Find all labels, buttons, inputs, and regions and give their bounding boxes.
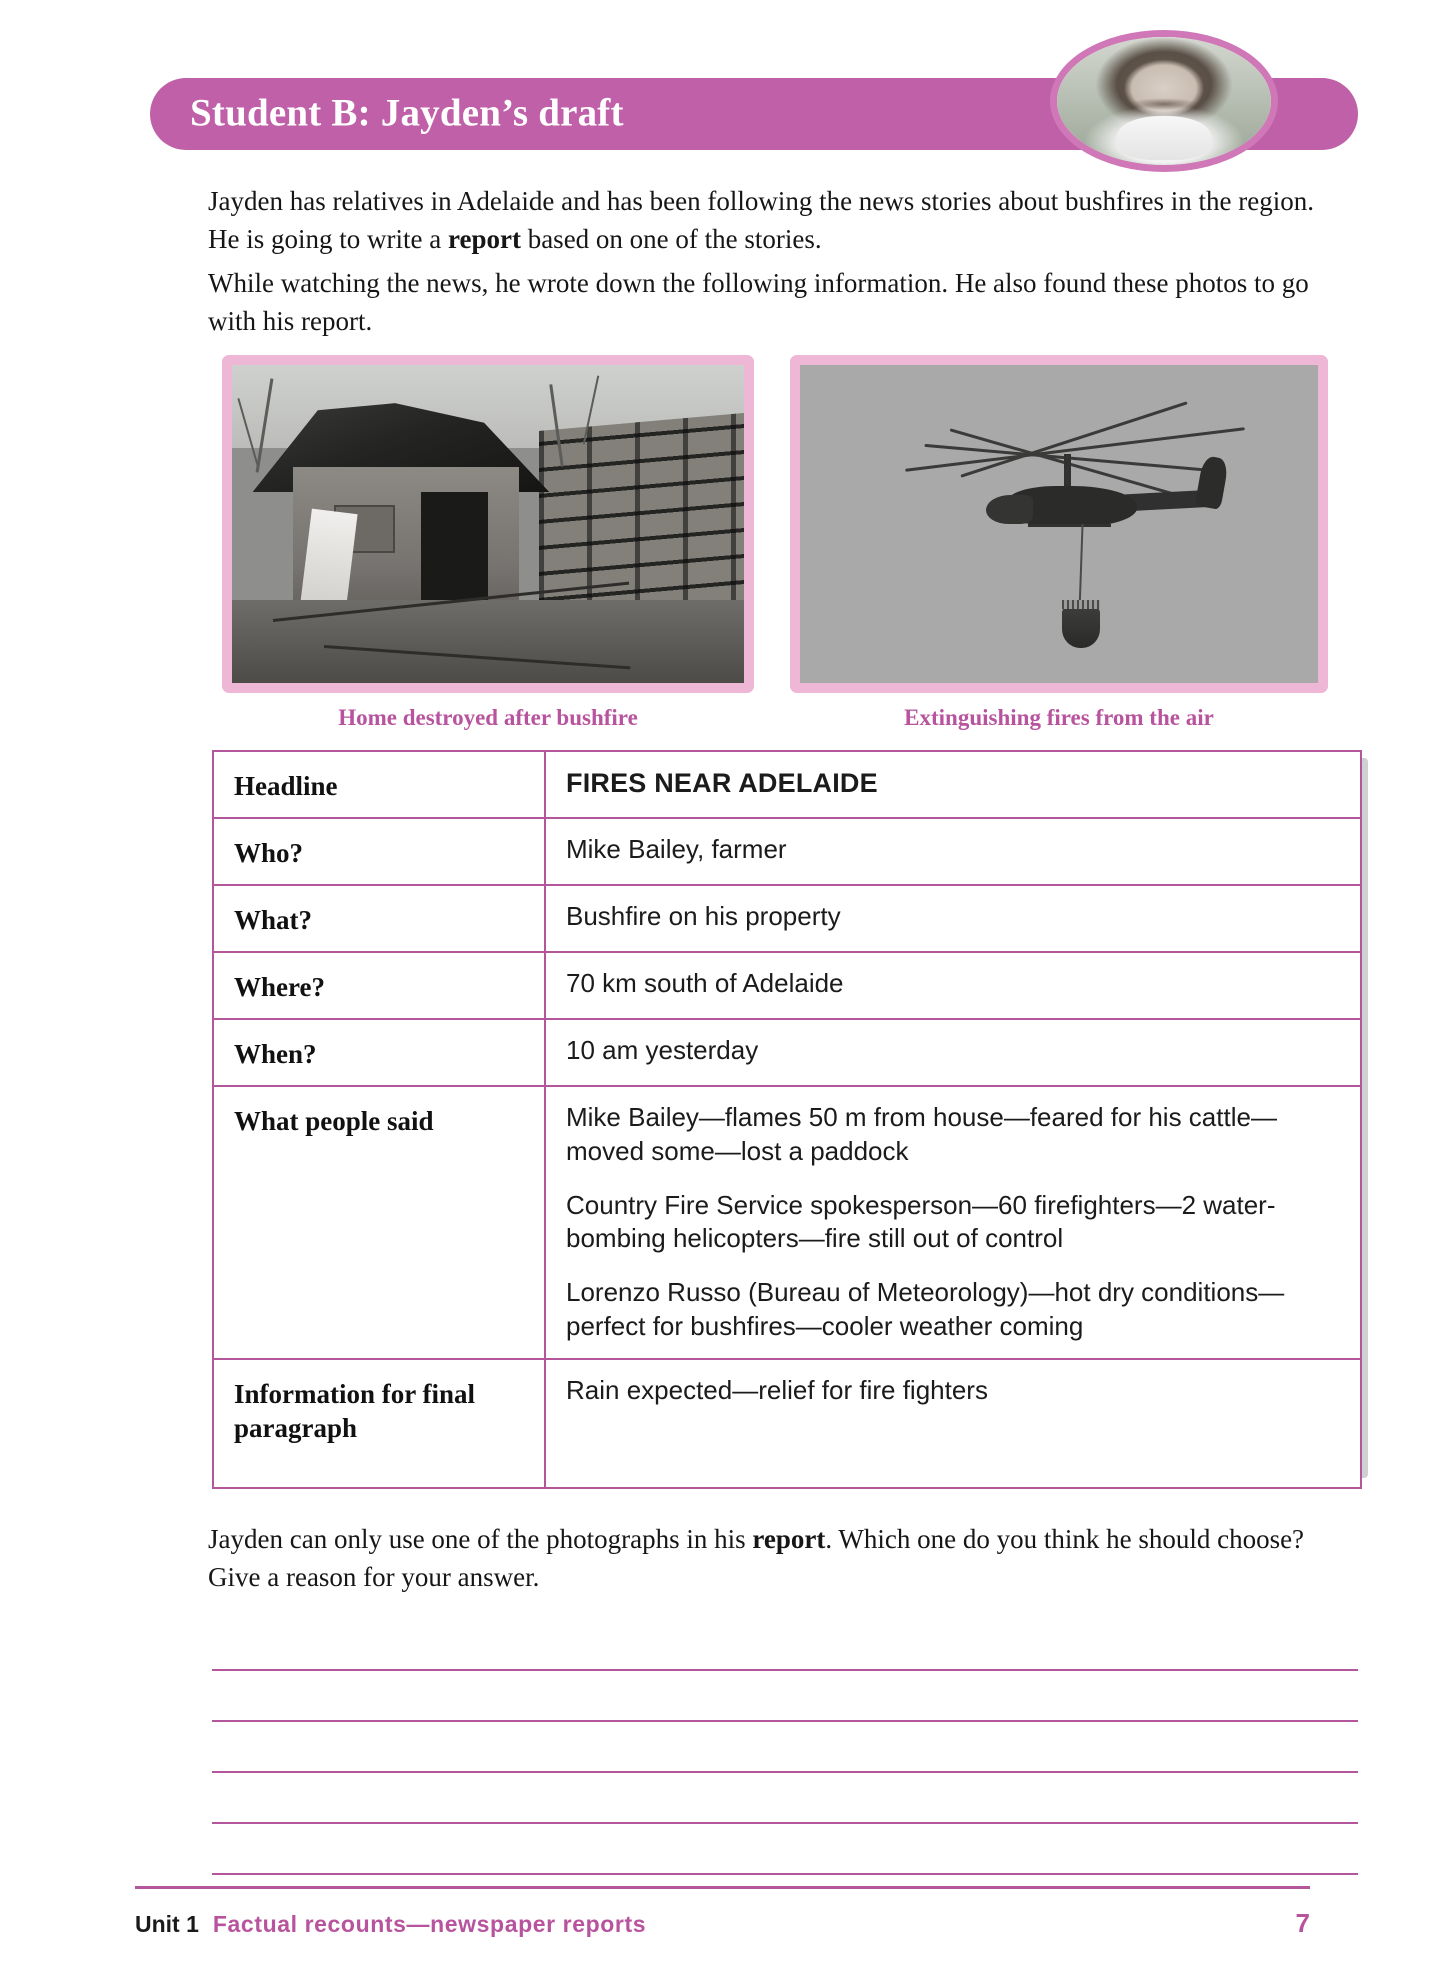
quote-paragraph: Mike Bailey—flames 50 m from house—feared for his cattle—moved some—lost a paddock (566, 1102, 1277, 1166)
table-row (213, 885, 1361, 952)
row-value: 70 km south of Adelaide (545, 952, 1361, 1019)
answer-line[interactable] (212, 1824, 1358, 1875)
row-value: Mike Bailey, farmer (545, 818, 1361, 885)
helicopter-image (800, 365, 1318, 683)
row-value-quotes (545, 1086, 1361, 1359)
row-label: Information for final paragraph (213, 1359, 545, 1488)
page-footer (135, 1908, 1310, 1939)
question-text-a: Jayden can only use one of the photographs in his (208, 1524, 753, 1554)
intro-paragraph-1 (208, 182, 1326, 259)
student-portrait-avatar (1050, 30, 1278, 172)
notes-table (212, 750, 1362, 1489)
landing-skid (1028, 524, 1111, 527)
photo-caption-1: Home destroyed after bushfire (338, 705, 638, 730)
row-value: Bushfire on his property (545, 885, 1361, 952)
rotor-mast (1064, 454, 1071, 486)
portrait-image (1057, 37, 1271, 165)
home-destroyed-photo (222, 355, 754, 693)
intro-text-1a: Jayden has relatives in Adelaide and has been following the news stories about bushfires in the region. He is going to write a (208, 186, 1314, 255)
table-row (213, 1086, 1361, 1359)
notes-table-body (213, 751, 1361, 1488)
intro-paragraph-2: While watching the news, he wrote down the following information. He also found these photos to go with his report. (208, 268, 1309, 337)
debris-pile (232, 600, 744, 683)
table-row (213, 952, 1361, 1019)
table-row (213, 1019, 1361, 1086)
photo-inner-2 (800, 365, 1318, 683)
row-label: What? (213, 885, 545, 952)
water-bucket (1062, 607, 1101, 648)
question-bold-report: report (752, 1524, 826, 1554)
intro-bold-report: report (447, 224, 521, 255)
photo-inner-1 (232, 365, 744, 683)
quote-paragraph: Lorenzo Russo (Bureau of Meteorology)—hot dry conditions—perfect for bushfires—cooler weather coming (566, 1277, 1285, 1342)
row-value: Rain expected—relief for fire fighters (545, 1359, 1361, 1488)
footer-divider (135, 1886, 1310, 1889)
row-label: When? (213, 1019, 545, 1086)
intro-text-1b: based on one of the stories. (520, 224, 822, 255)
table-row (213, 1359, 1361, 1488)
row-value: FIRES NEAR ADELAIDE (545, 751, 1361, 818)
photo-caption-2: Extinguishing fires from the air (904, 705, 1214, 730)
answer-lines (212, 1620, 1358, 1875)
question-text-b: . Which one do you think he should choose? Give a reason for your answer. (208, 1524, 1305, 1593)
row-value: 10 am yesterday (545, 1019, 1361, 1086)
answer-line[interactable] (212, 1620, 1358, 1671)
table-row (213, 818, 1361, 885)
answer-line[interactable] (212, 1671, 1358, 1722)
footer-topic: Factual recounts—newspaper reports (212, 1911, 647, 1937)
answer-line[interactable] (212, 1773, 1358, 1824)
answer-line[interactable] (212, 1722, 1358, 1773)
helicopter-nose (986, 495, 1033, 524)
row-label: Who? (213, 818, 545, 885)
row-label: Where? (213, 952, 545, 1019)
footer-unit: Unit 1 (135, 1911, 199, 1937)
extinguishing-fires-photo (790, 355, 1328, 693)
row-label: Headline (213, 751, 545, 818)
table-row (213, 751, 1361, 818)
question-text (208, 1520, 1338, 1597)
page-number: 7 (1295, 1908, 1310, 1938)
quote-paragraph: Country Fire Service spokesperson—60 firefighters—2 water-bombing helicopters—fire still out of control (566, 1189, 1276, 1254)
row-label: What people said (213, 1086, 545, 1359)
page-title: Student B: Jayden’s draft (190, 91, 624, 135)
tail-fin (1195, 455, 1229, 510)
burnt-house-image (232, 365, 744, 683)
